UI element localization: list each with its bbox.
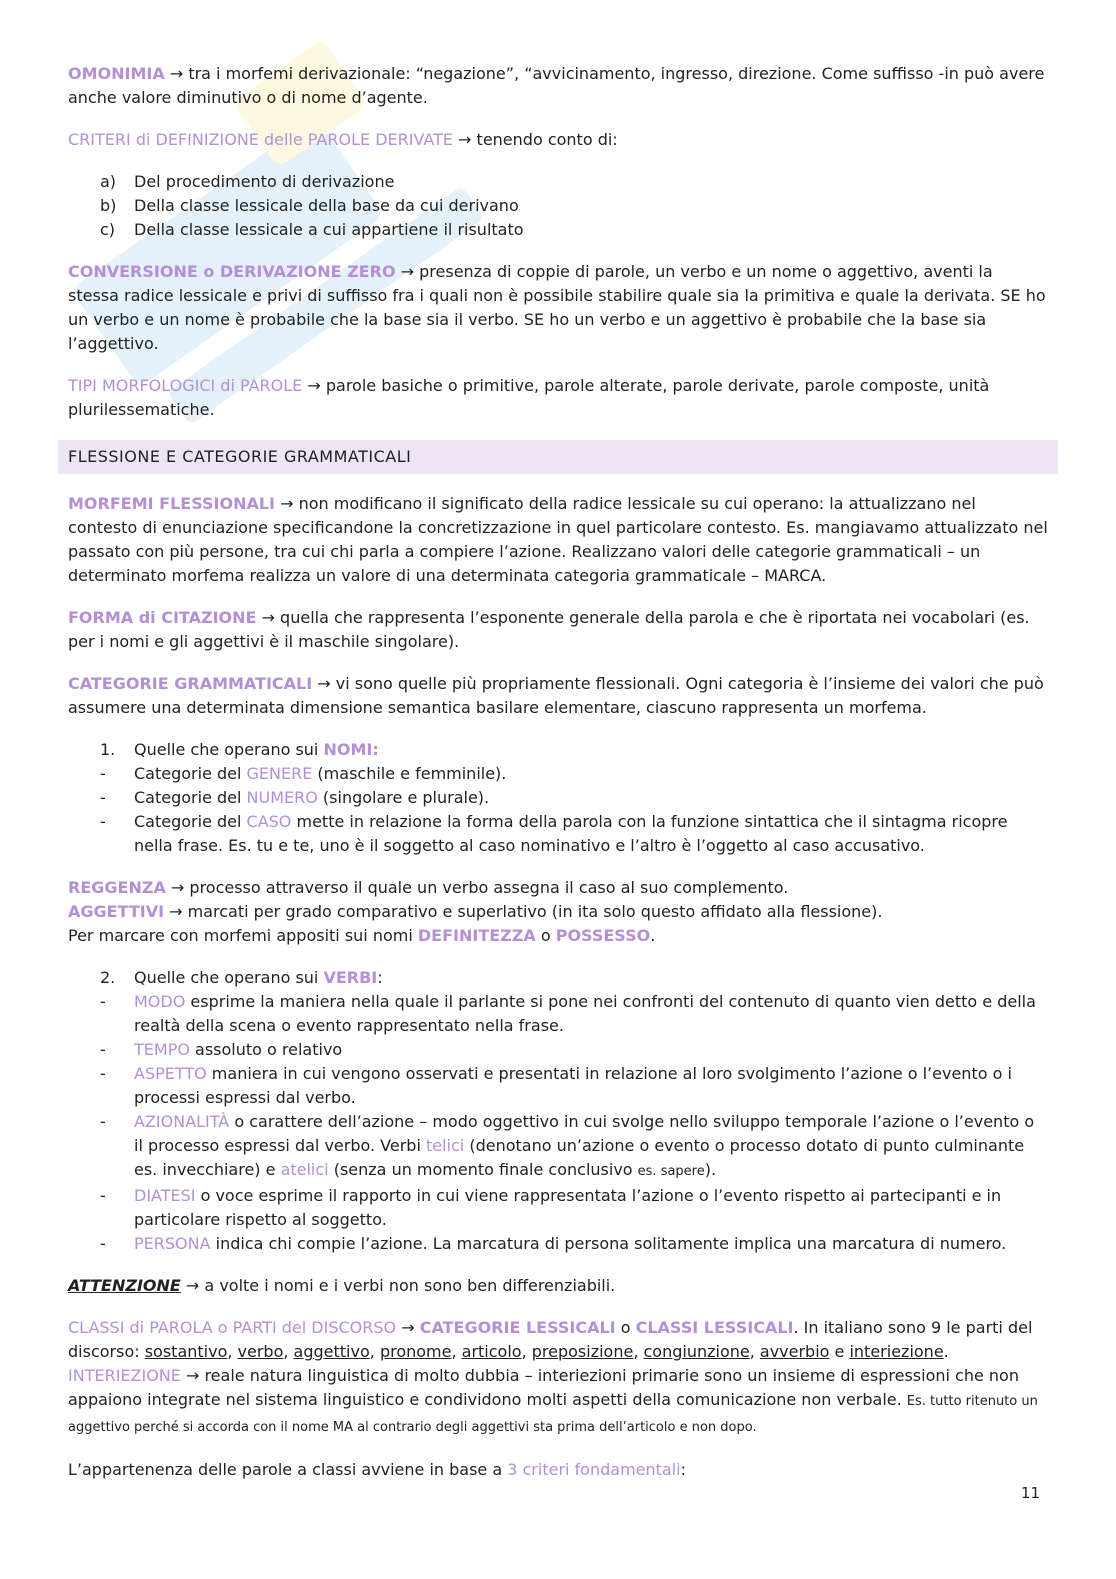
list-item-text: Categorie del [134, 788, 247, 807]
paragraph-forma [68, 606, 1048, 654]
nomi-list [68, 738, 1048, 858]
list-item-text: esprime la maniera nella quale il parlante si pone nei confronti del contenuto di quanto vien detto e della realtà della scena o evento rappresentato nella frase. [134, 992, 1036, 1035]
list-item [68, 810, 1048, 858]
list-item [68, 762, 1048, 786]
list-item-text: (senza un momento finale conclusivo [328, 1160, 638, 1179]
paragraph-text: . [650, 926, 656, 945]
separator: , [451, 1342, 462, 1361]
paragraph-text: → marcati per grado comparativo e superlativo (in ita solo questo affidato alla flessione). [164, 902, 883, 921]
term-label: NOMI: [323, 740, 379, 759]
paragraph-text: : [680, 1460, 686, 1479]
part-of-speech: congiunzione [643, 1342, 750, 1361]
term-label: GENERE [246, 764, 313, 783]
part-of-speech: avverbio [759, 1342, 830, 1361]
paragraph-text: → parole basiche o primitive, parole alterate, parole derivate, parole composte, unità plurilessematiche. [68, 376, 990, 419]
term-label: 3 criteri fondamentali [507, 1460, 681, 1479]
term-label: CONVERSIONE o DERIVAZIONE ZERO [68, 262, 396, 281]
list-marker: a) [100, 172, 117, 191]
term-label: DEFINITEZZA [417, 926, 536, 945]
paragraph-morfemi [68, 492, 1048, 588]
paragraph-text: → reale natura linguistica di molto dubbia – interiezioni primarie sono un insieme di espressioni che non appaiono integrate nel sistema linguistico e condividono molti aspetti della comunicazione non verbale. [68, 1366, 1019, 1409]
paragraph-classi [68, 1316, 1048, 1440]
paragraph-text: → vi sono quelle più propriamente flessionali. Ogni categoria è l’insieme dei valori che può assumere una determinata dimensione semantica basilare elementare, ciascuno rappresenta un morfema. [68, 674, 1044, 717]
list-item-text: indica chi compie l’azione. La marcatura di persona solitamente implica una marcatura di numero. [210, 1234, 1007, 1253]
list-marker: - [100, 992, 106, 1011]
list-item-text: Della classe lessicale della base da cui derivano [134, 196, 519, 215]
separator: , [369, 1342, 380, 1361]
list-item-text: o carattere dell’azione – modo oggettivo in cui svolge nello sviluppo temporale l’azione o l’evento o il processo espressi dal verbo. Verbi [134, 1112, 1035, 1155]
list-marker: - [100, 764, 106, 783]
list-item-text: mette in relazione la forma della parola con la funzione sintattica che il sintagma ricopre nella frase. Es. tu e te, uno è il soggetto al caso nominativo e l’altro è l’oggetto al caso accusativo. [134, 812, 1008, 855]
list-marker: - [100, 1186, 106, 1205]
paragraph-text: → a volte i nomi e i verbi non sono ben differenziabili. [180, 1276, 616, 1295]
part-of-speech: preposizione [531, 1342, 634, 1361]
separator: e [829, 1342, 850, 1361]
list-item-text: maniera in cui vengono osservati e presentati in relazione al loro svolgimento l’azione o l’evento o i processi espressi dal verbo. [134, 1064, 1012, 1107]
paragraph-conversione [68, 260, 1048, 356]
term-label: AGGETTIVI [68, 902, 165, 921]
list-item [68, 218, 1048, 242]
separator: , [749, 1342, 760, 1361]
separator: , [633, 1342, 644, 1361]
part-of-speech: verbo [237, 1342, 284, 1361]
list-marker: - [100, 1112, 106, 1131]
term-label: ATTENZIONE [68, 1276, 181, 1295]
paragraph-omonimia [68, 62, 1048, 110]
term-label: OMONIMIA [68, 64, 165, 83]
list-item-text: (maschile e femminile). [312, 764, 507, 783]
list-item-text: (denotano un’azione o evento o processo dotato di punto culminante es. invecchiare) e [134, 1136, 1025, 1179]
document-page [68, 62, 1048, 1500]
term-label: MODO [134, 992, 186, 1011]
paragraph-criteri [68, 128, 1048, 152]
term-label: CATEGORIE GRAMMATICALI [68, 674, 313, 693]
list-marker: - [100, 812, 106, 831]
list-item [68, 1184, 1048, 1232]
term-label: PERSONA [134, 1234, 211, 1253]
paragraph-text: o [615, 1318, 636, 1337]
list-marker: 1. [100, 740, 116, 759]
small-example: Es. tutto ritenuto un aggettivo perché si accorda con il nome MA al contrario degli aggettivi sta prima dell’articolo e non dopo. [68, 1394, 1038, 1435]
term-label: CATEGORIE LESSICALI [419, 1318, 616, 1337]
paragraph-text: → tenendo conto di: [452, 130, 618, 149]
part-of-speech: interiezione [849, 1342, 944, 1361]
term-label: telici [425, 1136, 465, 1155]
paragraph-text: . In italiano sono 9 le parti del discorso: [68, 1318, 1033, 1361]
paragraph-reggenza [68, 876, 1048, 948]
criteria-list [68, 170, 1048, 242]
separator: , [521, 1342, 532, 1361]
list-heading [68, 966, 1048, 990]
term-label: CLASSI di PAROLA o PARTI del DISCORSO [68, 1318, 397, 1337]
list-heading [68, 738, 1048, 762]
page-number: 11 [1020, 1484, 1040, 1502]
list-item-text: Del procedimento di derivazione [134, 172, 395, 191]
term-label: ASPETTO [134, 1064, 207, 1083]
list-item [68, 194, 1048, 218]
paragraph-attenzione [68, 1274, 1048, 1298]
term-label: NUMERO [246, 788, 318, 807]
list-marker: 2. [100, 968, 116, 987]
term-label: TEMPO [134, 1040, 190, 1059]
list-marker: - [100, 1040, 106, 1059]
separator: , [227, 1342, 238, 1361]
paragraph-text: → non modificano il significato della radice lessicale su cui operano: la attualizzano nel contesto di enunciazione specificandone la concretizzazione in quel particolare contesto. Es. mangiavamo attualizzato nel passato con più persone, tra cui chi parla a compiere l’azione. Realizzano valori delle categorie grammaticali – un determinato morfema realizza un valore di una determinata categoria grammaticale – MARCA. [68, 494, 1048, 585]
paragraph-tipi [68, 374, 1048, 422]
separator: , [283, 1342, 294, 1361]
list-marker: - [100, 1234, 106, 1253]
part-of-speech: pronome [379, 1342, 452, 1361]
paragraph-text: → processo attraverso il quale un verbo assegna il caso al suo complemento. [165, 878, 789, 897]
list-item-text: Categorie del [134, 812, 247, 831]
list-item [68, 1232, 1048, 1256]
paragraph-text: → tra i morfemi derivazionale: “negazione”, “avvicinamento, ingresso, direzione. Come suffisso -in può avere anche valore diminutivo o di nome d’agente. [68, 64, 1045, 107]
paragraph-text: → quella che rappresenta l’esponente generale della parola e che è riportata nei vocabolari (es. per i nomi e gli aggettivi è il maschile singolare). [68, 608, 1030, 651]
term-label: atelici [280, 1160, 329, 1179]
verbi-list [68, 966, 1048, 1256]
list-item-text: Della classe lessicale a cui appartiene il risultato [134, 220, 524, 239]
list-item [68, 1062, 1048, 1110]
list-item-text: Categorie del [134, 764, 247, 783]
list-item [68, 1110, 1048, 1184]
list-item-text: assoluto o relativo [189, 1040, 343, 1059]
paragraph-text: Per marcare con morfemi appositi sui nomi [68, 926, 418, 945]
paragraph-text: → [396, 1318, 420, 1337]
term-label: VERBI [323, 968, 378, 987]
section-heading: FLESSIONE E CATEGORIE GRAMMATICALI [58, 440, 1058, 474]
paragraph-text: → presenza di coppie di parole, un verbo e un nome o aggettivo, aventi la stessa radice lessicale e privi di suffisso fra i quali non è possibile stabilire quale sia la primitiva e quale la derivata. SE ho un verbo e un nome è probabile che la base sia il verbo. SE ho un verbo e un aggettivo è probabile che la base sia l’aggettivo. [68, 262, 1046, 353]
list-item-text: o voce esprime il rapporto in cui viene rappresentata l’azione o l’evento rispetto ai partecipanti e in particolare rispetto al soggetto. [134, 1186, 1002, 1229]
part-of-speech: aggettivo [293, 1342, 370, 1361]
term-label: FORMA di CITAZIONE [68, 608, 257, 627]
list-marker: c) [100, 220, 116, 239]
term-label: POSSESSO [555, 926, 651, 945]
term-label: DIATESI [134, 1186, 196, 1205]
term-label: CLASSI LESSICALI [635, 1318, 794, 1337]
term-label: TIPI MORFOLOGICI di PAROLE [68, 376, 303, 395]
paragraph-text: L’appartenenza delle parole a classi avviene in base a [68, 1460, 508, 1479]
list-marker: - [100, 1064, 106, 1083]
list-item [68, 170, 1048, 194]
list-marker: - [100, 788, 106, 807]
term-label: REGGENZA [68, 878, 166, 897]
term-label: MORFEMI FLESSIONALI [68, 494, 276, 513]
paragraph-appartenenza [68, 1458, 1048, 1482]
term-label: AZIONALITÀ [134, 1112, 230, 1131]
list-item-text: Quelle che operano sui [134, 740, 324, 759]
list-item [68, 990, 1048, 1038]
list-item-text: (singolare e plurale). [317, 788, 490, 807]
list-marker: b) [100, 196, 117, 215]
paragraph-categorie [68, 672, 1048, 720]
list-item-text: : [377, 968, 383, 987]
part-of-speech: sostantivo [144, 1342, 228, 1361]
term-label: CASO [246, 812, 292, 831]
part-of-speech: articolo [461, 1342, 522, 1361]
list-item [68, 1038, 1048, 1062]
term-label: INTERIEZIONE [68, 1366, 181, 1385]
term-label: CRITERI di DEFINIZIONE delle PAROLE DERIVATE [68, 130, 453, 149]
paragraph-text: o [535, 926, 556, 945]
list-item [68, 786, 1048, 810]
list-item-text: Quelle che operano sui [134, 968, 324, 987]
small-example: es. sapere [637, 1164, 705, 1179]
separator: . [943, 1342, 949, 1361]
list-item-text: ). [704, 1160, 717, 1179]
